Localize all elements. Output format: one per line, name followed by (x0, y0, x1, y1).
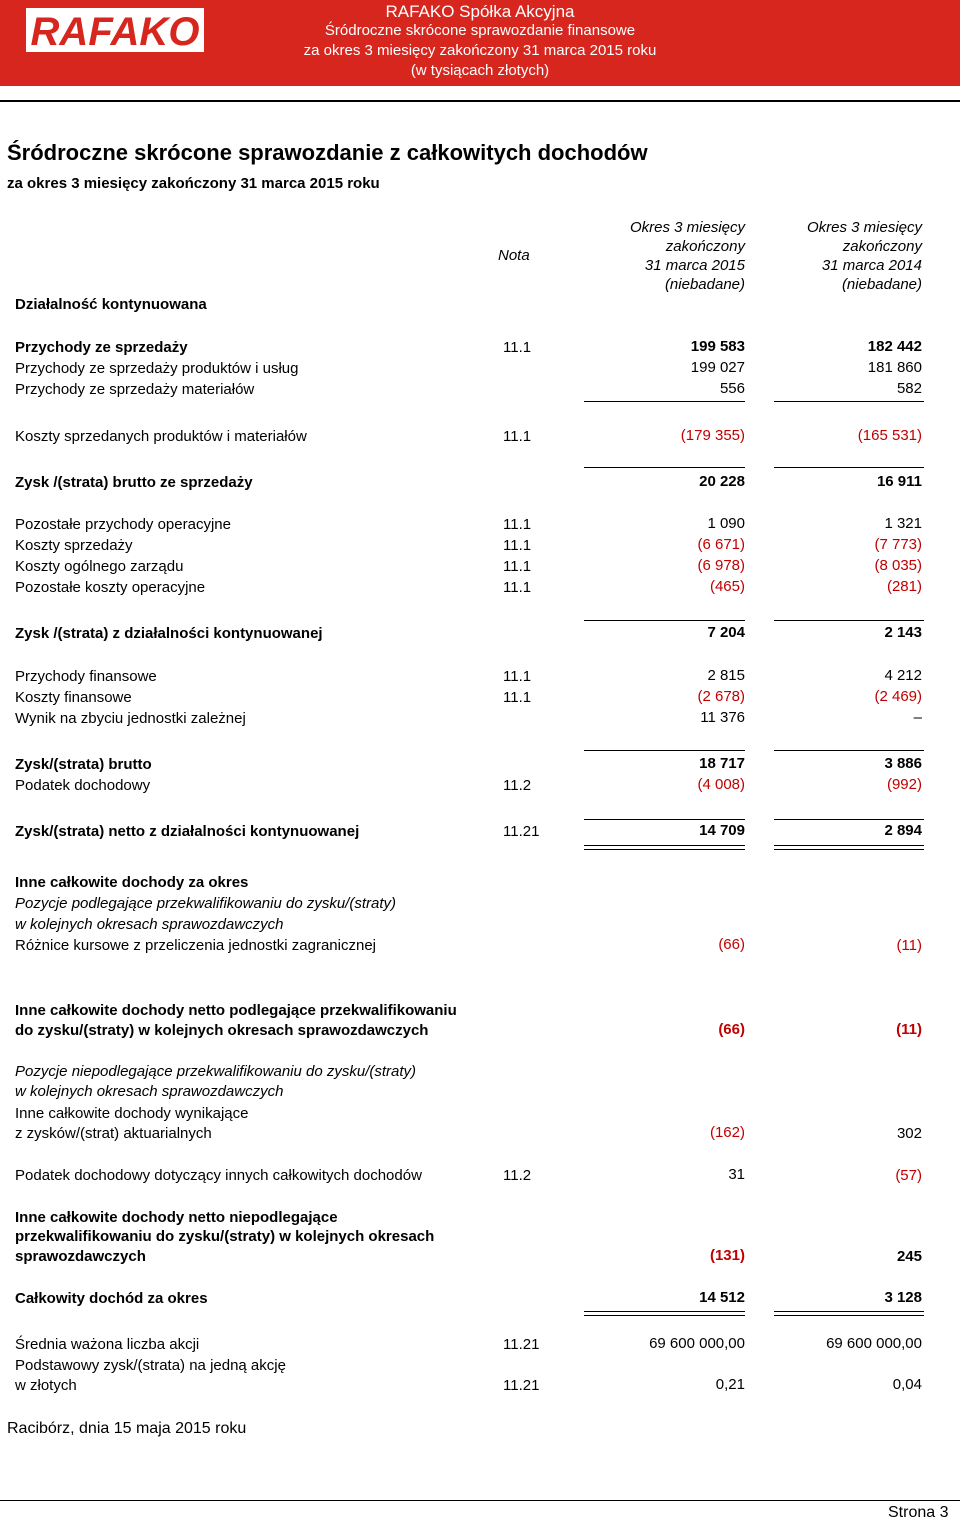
sum-line (774, 467, 924, 468)
row-value-2014: (165 531) (857, 427, 922, 444)
row-value-2015: (179 355) (680, 427, 745, 444)
double-line (584, 1315, 745, 1316)
header-unit: (w tysiącach złotych) (410, 62, 550, 79)
row-value-2015: 14 512 (699, 1289, 745, 1306)
row-value-2015: (465) (709, 578, 745, 595)
row-value-2014: 2 143 (884, 624, 922, 641)
col1-line1: Okres 3 miesięcy (629, 219, 745, 236)
sum-line (584, 750, 745, 751)
row-value-2015: 199 027 (690, 359, 745, 376)
row-label: Wynik na zbyciu jednostki zależnej (15, 710, 246, 727)
row-value-2015: 18 717 (699, 755, 745, 772)
sum-line (774, 401, 924, 402)
row-value-2014: (11) (896, 1021, 922, 1038)
row-value-2014: 2 894 (884, 822, 922, 839)
row-label: z zysków/(strat) aktuarialnych (15, 1125, 212, 1142)
row-label: Koszty sprzedanych produktów i materiałów (15, 428, 307, 445)
row-value-2014: (57) (895, 1167, 922, 1184)
rafako-logo (26, 8, 204, 52)
row-note: 11.1 (503, 516, 532, 533)
row-value-2014: (8 035) (874, 557, 922, 574)
row-label: Podstawowy zysk/(strata) na jedną akcję (15, 1357, 286, 1374)
footer-divider (0, 1500, 960, 1501)
header-period: za okres 3 miesięcy zakończony 31 marca 2015 roku (303, 42, 657, 59)
place-date: Racibórz, dnia 15 maja 2015 roku (7, 1420, 247, 1437)
row-value-2014: 69 600 000,00 (826, 1335, 922, 1352)
sum-line (584, 401, 745, 402)
row-value-2015: 556 (719, 380, 745, 397)
sum-line (584, 620, 745, 621)
row-note: 11.2 (503, 777, 532, 794)
row-label: Różnice kursowe z przeliczenia jednostki zagranicznej (15, 937, 377, 954)
row-value-2015: (162) (709, 1124, 745, 1141)
header-company: RAFAKO Spółka Akcyjna (385, 2, 575, 21)
row-value-2014: 582 (896, 380, 922, 397)
header-divider (0, 100, 960, 102)
row-value-2015: 31 (728, 1166, 745, 1183)
sum-line (774, 819, 924, 820)
row-value-2014: (7 773) (874, 536, 922, 553)
row-label: przekwalifikowaniu do zysku/(straty) w kolejnych okresach (15, 1228, 435, 1245)
row-value-2015: 199 583 (690, 338, 745, 355)
row-value-2015: (2 678) (697, 688, 745, 705)
row-value-2015: (66) (718, 1021, 745, 1038)
logo-text: RAFAKO (30, 10, 200, 52)
row-note: 11.2 (503, 1167, 532, 1184)
row-value-2014: 3 886 (884, 755, 922, 772)
row-note: 11.1 (503, 579, 532, 596)
row-note: 11.1 (503, 339, 532, 356)
col2-line2: zakończony (842, 238, 922, 255)
double-line (774, 1311, 924, 1312)
col1-line2: zakończony (665, 238, 745, 255)
row-value-2015: (131) (709, 1247, 745, 1264)
page-number: Strona 3 (888, 1504, 949, 1521)
row-label: Zysk /(strata) brutto ze sprzedaży (15, 474, 253, 491)
nota-header: Nota (498, 247, 530, 264)
row-label: w kolejnych okresach sprawozdawczych (15, 1083, 284, 1100)
row-label: Pozycje niepodlegające przekwalifikowaniu do zysku/(straty) (15, 1063, 417, 1080)
sum-line (584, 467, 745, 468)
row-label: w złotych (15, 1377, 77, 1394)
double-line (584, 1311, 745, 1312)
row-value-2014: 245 (896, 1248, 922, 1265)
column-header-2015 (565, 218, 745, 294)
row-label: Całkowity dochód za okres (15, 1290, 208, 1307)
row-value-2014: 16 911 (876, 473, 922, 490)
double-line (774, 845, 924, 846)
row-value-2015: 14 709 (699, 822, 745, 839)
row-value-2014: 3 128 (884, 1289, 922, 1306)
row-value-2014: (281) (886, 578, 922, 595)
row-value-2015: (4 008) (697, 776, 745, 793)
sum-line (774, 750, 924, 751)
row-value-2015: 20 228 (699, 473, 745, 490)
row-value-2014: 1 321 (884, 515, 922, 532)
row-value-2015: 0,21 (715, 1376, 745, 1393)
double-line (584, 849, 745, 850)
double-line (584, 845, 745, 846)
col2-line3: 31 marca 2014 (821, 257, 922, 274)
row-label: Zysk/(strata) brutto (15, 756, 152, 773)
row-note: 11.1 (503, 537, 532, 554)
row-label: Inne całkowite dochody wynikające (15, 1105, 249, 1122)
row-value-2015: (6 978) (697, 557, 745, 574)
row-label: Inne całkowite dochody netto niepodlegające (15, 1209, 338, 1226)
double-line (774, 1315, 924, 1316)
row-value-2015: 2 815 (707, 667, 745, 684)
sum-line (774, 620, 924, 621)
row-value-2014: 4 212 (884, 667, 922, 684)
row-note: 11.1 (503, 428, 532, 445)
col2-line4: (niebadane) (841, 276, 922, 293)
row-label: Przychody ze sprzedaży materiałów (15, 381, 255, 398)
row-label: Koszty sprzedaży (15, 537, 133, 554)
row-value-2015: (66) (718, 936, 745, 953)
row-label: Podatek dochodowy (15, 777, 151, 794)
row-value-2014: 0,04 (892, 1376, 922, 1393)
row-value-2015: 1 090 (707, 515, 745, 532)
row-label: do zysku/(straty) w kolejnych okresach sprawozdawczych (15, 1022, 429, 1039)
page-title: Śródroczne skrócone sprawozdanie z całkowitych dochodów (7, 140, 648, 165)
row-label: w kolejnych okresach sprawozdawczych (15, 916, 284, 933)
row-label: Inne całkowite dochody za okres (15, 874, 249, 891)
row-value-2014: 181 860 (867, 359, 922, 376)
row-value-2014: 302 (896, 1125, 922, 1142)
row-note: 11.1 (503, 689, 532, 706)
row-label: Przychody ze sprzedaży produktów i usług (15, 360, 299, 377)
row-value-2014: – (913, 709, 922, 726)
col1-line4: (niebadane) (664, 276, 745, 293)
row-note: 11.1 (503, 558, 532, 575)
row-label: Przychody finansowe (15, 668, 157, 685)
col1-line3: 31 marca 2015 (644, 257, 745, 274)
row-note: 11.21 (503, 1377, 540, 1394)
row-label: Inne całkowite dochody netto podlegające przekwalifikowaniu (15, 1002, 457, 1019)
row-value-2014: (11) (896, 937, 922, 954)
row-label: Przychody ze sprzedaży (15, 339, 188, 356)
row-label: Pozostałe koszty operacyjne (15, 579, 206, 596)
row-label: Pozycje podlegające przekwalifikowaniu do zysku/(straty) (15, 895, 397, 912)
row-value-2015: 11 376 (700, 709, 745, 726)
row-value-2015: 69 600 000,00 (649, 1335, 745, 1352)
row-label: Koszty finansowe (15, 689, 132, 706)
row-label: Pozostałe przychody operacyjne (15, 516, 231, 533)
row-note: 11.1 (503, 668, 532, 685)
header-report: Śródroczne skrócone sprawozdanie finansowe (324, 22, 636, 39)
page-subtitle: za okres 3 miesięcy zakończony 31 marca 2015 roku (7, 175, 380, 192)
row-label: Zysk/(strata) netto z działalności kontynuowanej (15, 823, 360, 840)
col2-line1: Okres 3 miesięcy (806, 219, 922, 236)
row-value-2015: 7 204 (707, 624, 745, 641)
row-label: Koszty ogólnego zarządu (15, 558, 184, 575)
section-label: Działalność kontynuowana (15, 296, 207, 313)
sum-line (584, 819, 745, 820)
row-note: 11.21 (503, 823, 540, 840)
column-header-2014 (742, 218, 922, 294)
row-label: Podatek dochodowy dotyczący innych całkowitych dochodów (15, 1167, 422, 1184)
double-line (774, 849, 924, 850)
row-value-2014: 182 442 (867, 338, 922, 355)
row-label: Zysk /(strata) z działalności kontynuowanej (15, 625, 323, 642)
row-label: sprawozdawczych (15, 1248, 146, 1265)
row-note: 11.21 (503, 1336, 540, 1353)
row-value-2015: (6 671) (697, 536, 745, 553)
row-label: Średnia ważona liczba akcji (15, 1336, 200, 1353)
row-value-2014: (2 469) (874, 688, 922, 705)
row-value-2014: (992) (886, 776, 922, 793)
